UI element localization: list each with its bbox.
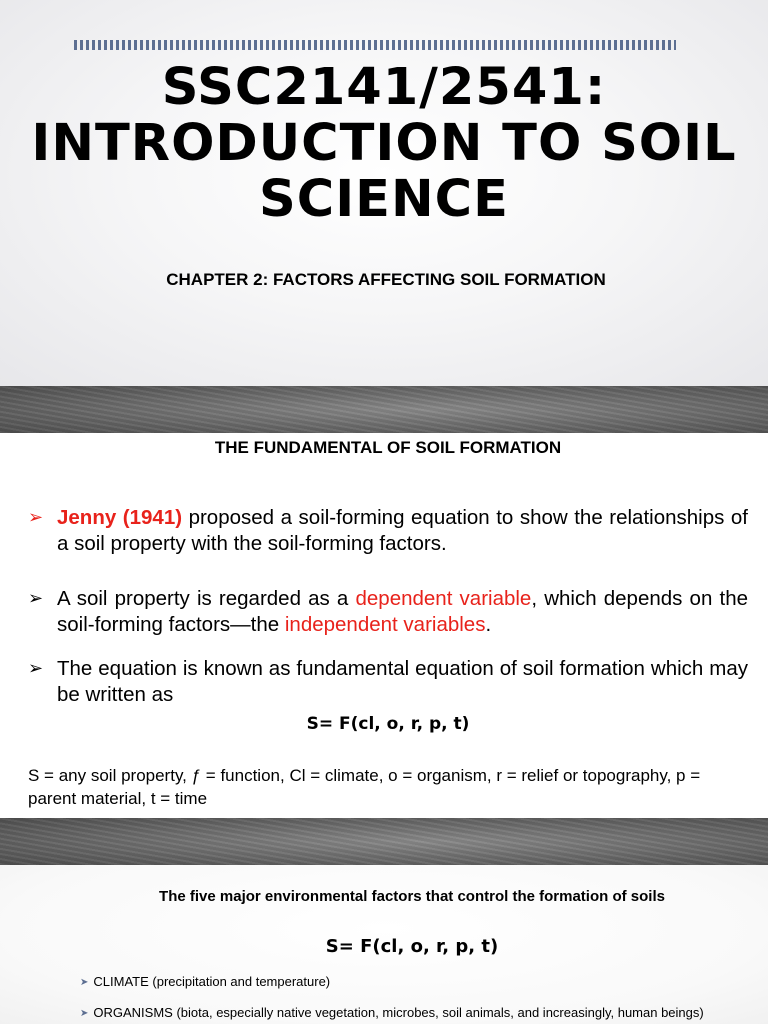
course-title-line-3: SCIENCE (259, 170, 509, 229)
soil-formation-equation: S= F(cl, o, r, p, t) (325, 936, 499, 957)
bullet-body: , which depends on the soil-forming factors—the (57, 587, 749, 636)
course-title (0, 60, 768, 228)
bullet-text: The equation is known as fundamental equation of soil formation which may be written as (57, 657, 748, 706)
bullet-text (57, 586, 748, 638)
bullet-body: A soil property is regarded as a (57, 587, 356, 610)
arrow-bullet-icon: ➢ (28, 658, 44, 678)
fundamental-slide (0, 433, 768, 818)
five-factors-slide (0, 865, 768, 1024)
course-title-line-1: SSC2141/2541: (161, 58, 607, 117)
slide-divider (0, 818, 768, 865)
small-arrow-bullet-icon: ➤ (80, 977, 89, 988)
soil-formation-equation: S= F(cl, o, r, p, t) (306, 714, 470, 734)
bullet-dependent-variable (28, 586, 748, 638)
small-arrow-bullet-icon: ➤ (80, 1008, 89, 1019)
arrow-bullet-icon: ➢ (28, 507, 44, 527)
chapter-subtitle: CHAPTER 2: FACTORS AFFECTING SOIL FORMATION (166, 270, 606, 289)
slide-heading: The five major environmental factors that control the formation of soils (159, 888, 665, 905)
dependent-variable-term: dependent variable (355, 587, 532, 610)
independent-variables-term: independent variables (284, 613, 486, 636)
decorative-dashed-bar (74, 40, 676, 50)
arrow-bullet-icon: ➢ (28, 588, 44, 608)
factor-organisms (80, 1005, 704, 1020)
bullet-equation-intro (28, 656, 748, 708)
bullet-body: proposed a soil-forming equation to show the relationships of a soil property with the soil-forming factors. (57, 506, 748, 555)
equation-definitions: S = any soil property, ƒ = function, Cl = climate, o = organism, r = relief or topography, p = parent material, t = time (28, 766, 701, 808)
title-slide (0, 0, 768, 386)
jenny-citation: Jenny (1941) (57, 506, 183, 529)
bullet-text (57, 505, 748, 557)
bullet-jenny (28, 505, 748, 557)
slide-heading: THE FUNDAMENTAL OF SOIL FORMATION (214, 438, 562, 457)
factor-label: ORGANISMS (biota, especially native vegetation, microbes, soil animals, and increasingly, human beings) (93, 1005, 704, 1020)
factor-climate (80, 974, 330, 989)
factor-label: CLIMATE (precipitation and temperature) (93, 974, 331, 989)
course-title-line-2: INTRODUCTION TO SOIL (31, 114, 737, 173)
slide-divider (0, 386, 768, 433)
bullet-body: . (485, 613, 492, 636)
